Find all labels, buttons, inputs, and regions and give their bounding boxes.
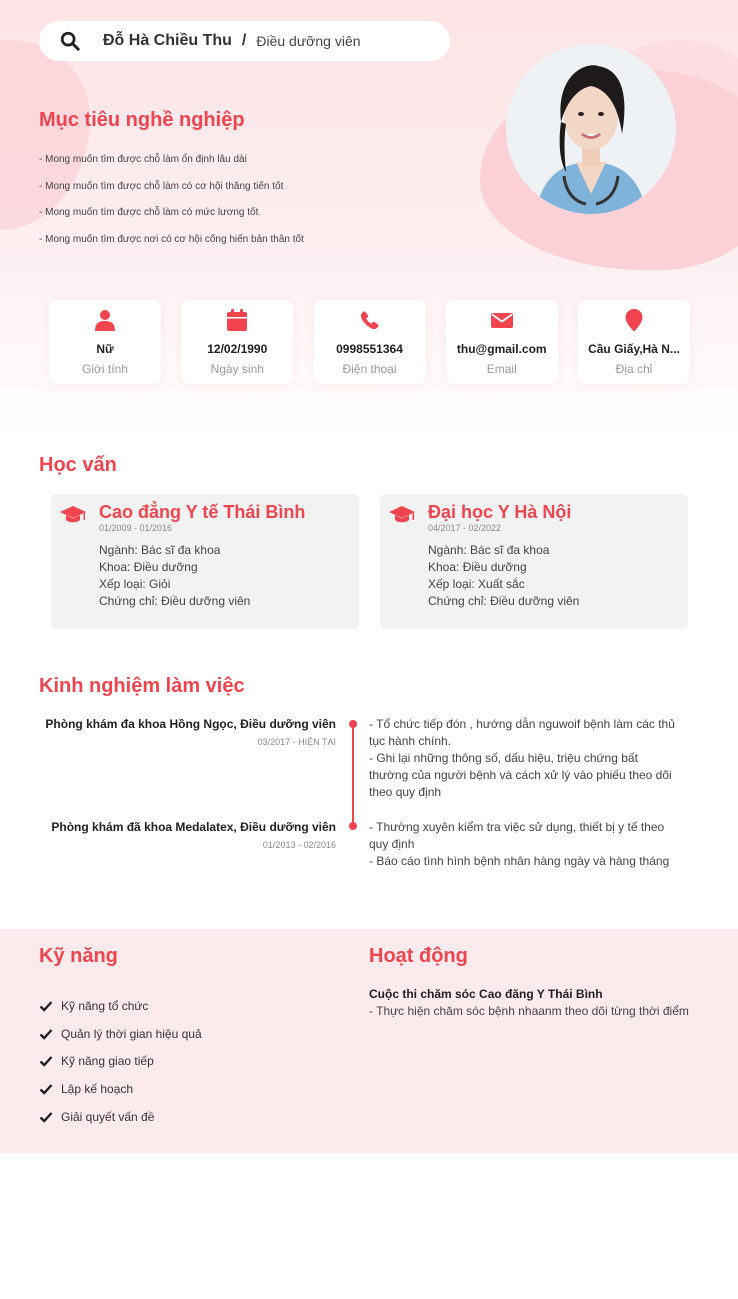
experience-description [369, 716, 679, 801]
education-faculty: Khoa: Điều dưỡng [99, 560, 198, 574]
timeline-dot [349, 822, 357, 830]
info-label: Giới tính [82, 362, 128, 376]
info-value: 12/02/1990 [207, 342, 268, 356]
candidate-role: Điều dưỡng viên [256, 33, 361, 49]
info-card-phone[interactable] [314, 300, 426, 384]
experience-company: Phòng khám đã khoa Medalatex, Điều dưỡng viên [51, 820, 336, 834]
skill-label: Kỹ năng tổ chức [61, 998, 149, 1013]
phone-icon [358, 308, 382, 332]
info-label: Email [486, 362, 517, 376]
search-icon[interactable] [59, 30, 81, 52]
skill-item [39, 1075, 202, 1103]
school-name: Đại học Y Hà Nội [428, 502, 572, 522]
experience-duty: - Thường xuyên kiểm tra việc sử dụng, thiết bị y tế theo quy định [369, 820, 665, 851]
graduation-cap-icon [388, 504, 416, 524]
education-card [51, 494, 359, 629]
checkmark-icon [39, 1082, 53, 1096]
activity-event: Cuộc thi chăm sóc Cao đăng Y Thái Bình [369, 987, 603, 1001]
education-details [99, 542, 250, 610]
info-card-birthday [181, 300, 293, 384]
breadcrumb-separator: / [241, 32, 247, 49]
career-goals-list [39, 152, 304, 258]
education-title: Học vấn [39, 454, 117, 476]
skill-item [39, 1020, 202, 1048]
education-major: Ngành: Bác sĩ đa khoa [99, 543, 221, 557]
person-icon [93, 308, 117, 332]
education-dates: 04/2017 - 02/2022 [428, 523, 502, 533]
education-card [380, 494, 688, 629]
education-details [428, 542, 579, 610]
skill-label: Giải quyết vấn đề [61, 1110, 155, 1125]
checkmark-icon [39, 1054, 53, 1068]
experience-dates: 01/2013 - 02/2016 [262, 840, 336, 850]
candidate-name: Đỗ Hà Chiều Thu [103, 32, 232, 49]
list-item: - Mong muốn tìm được chỗ làm ổn định lâu dài [39, 154, 247, 165]
skill-item [39, 1048, 202, 1076]
calendar-icon [225, 308, 249, 332]
education-grade: Xếp loại: Xuất sắc [428, 577, 525, 591]
list-item: - Mong muốn tìm được nơi có cơ hội cống hiến bản thân tốt [39, 233, 304, 245]
checkmark-icon [39, 1027, 53, 1041]
checkmark-icon [39, 999, 53, 1013]
graduation-cap-icon [59, 504, 87, 524]
experience-dates: 03/2017 - HIỆN TẠI [257, 737, 336, 747]
avatar [506, 44, 676, 214]
info-value: 0998551364 [336, 342, 403, 356]
info-label: Ngày sinh [210, 362, 264, 376]
skill-label: Lập kế hoạch [61, 1082, 134, 1097]
envelope-icon [490, 308, 514, 332]
info-card-email[interactable] [446, 300, 558, 384]
skill-label: Kỹ năng giao tiếp [61, 1054, 154, 1069]
personal-info-cards [49, 300, 690, 384]
experience-duty: - Tổ chức tiếp đón , hướng dẫn nguwoif bệnh làm các thủ tục hành chính. [369, 717, 675, 748]
experience-timeline [352, 722, 354, 826]
education-grade: Xếp loại: Giỏi [99, 577, 171, 591]
experience-description [369, 819, 679, 870]
experience-company: Phòng khám đa khoa Hồng Ngọc, Điều dưỡng viên [45, 717, 336, 731]
list-item: - Mong muốn tìm được chỗ làm có mức lương tốt [39, 207, 259, 218]
experience-duty: - Báo cáo tình hình bệnh nhân hàng ngày và hàng tháng [369, 854, 670, 868]
activity-description: - Thực hiện chăm sóc bệnh nhaanm theo dõi từng thời điểm [369, 1004, 689, 1018]
education-major: Ngành: Bác sĩ đa khoa [428, 543, 550, 557]
experience-title: Kinh nghiệm làm việc [39, 675, 245, 697]
info-card-address [578, 300, 690, 384]
skills-title: Kỹ năng [39, 945, 118, 967]
experience-entry-header [40, 820, 336, 850]
skill-label: Quản lý thời gian hiệu quả [61, 1026, 202, 1041]
info-value: thu@gmail.com [456, 342, 547, 356]
checkmark-icon [39, 1110, 53, 1124]
location-pin-icon [622, 308, 646, 332]
education-faculty: Khoa: Điều dưỡng [428, 560, 527, 574]
skills-list [39, 992, 202, 1131]
info-value: Cầu Giấy,Hà N... [588, 342, 680, 356]
skill-item [39, 1103, 202, 1131]
info-label: Địa chỉ [615, 362, 653, 376]
experience-duty: - Ghi lại những thông số, dấu hiệu, triệu chứng bất thường của người bệnh và cách xử lý vào phiếu theo dõi theo quy định [369, 751, 672, 799]
skill-item [39, 992, 202, 1020]
education-certificate: Chứng chỉ: Điều dưỡng viên [99, 594, 251, 608]
experience-entry-header [40, 717, 336, 747]
info-value: Nữ [96, 342, 114, 356]
info-card-gender [49, 300, 161, 384]
career-goals-title: Mục tiêu nghề nghiệp [39, 109, 245, 131]
avatar-photo [506, 44, 676, 214]
info-label: Điện thoại [342, 362, 397, 376]
activities-title: Hoạt động [369, 945, 468, 967]
search-bar[interactable] [39, 21, 450, 61]
education-dates: 01/2009 - 01/2016 [99, 523, 173, 533]
education-certificate: Chứng chỉ: Điều dưỡng viên [428, 594, 580, 608]
list-item: - Mong muốn tìm được chỗ làm có cơ hội thăng tiến tốt [39, 180, 284, 192]
school-name: Cao đẳng Y tế Thái Bình [99, 502, 306, 522]
timeline-dot [349, 720, 357, 728]
